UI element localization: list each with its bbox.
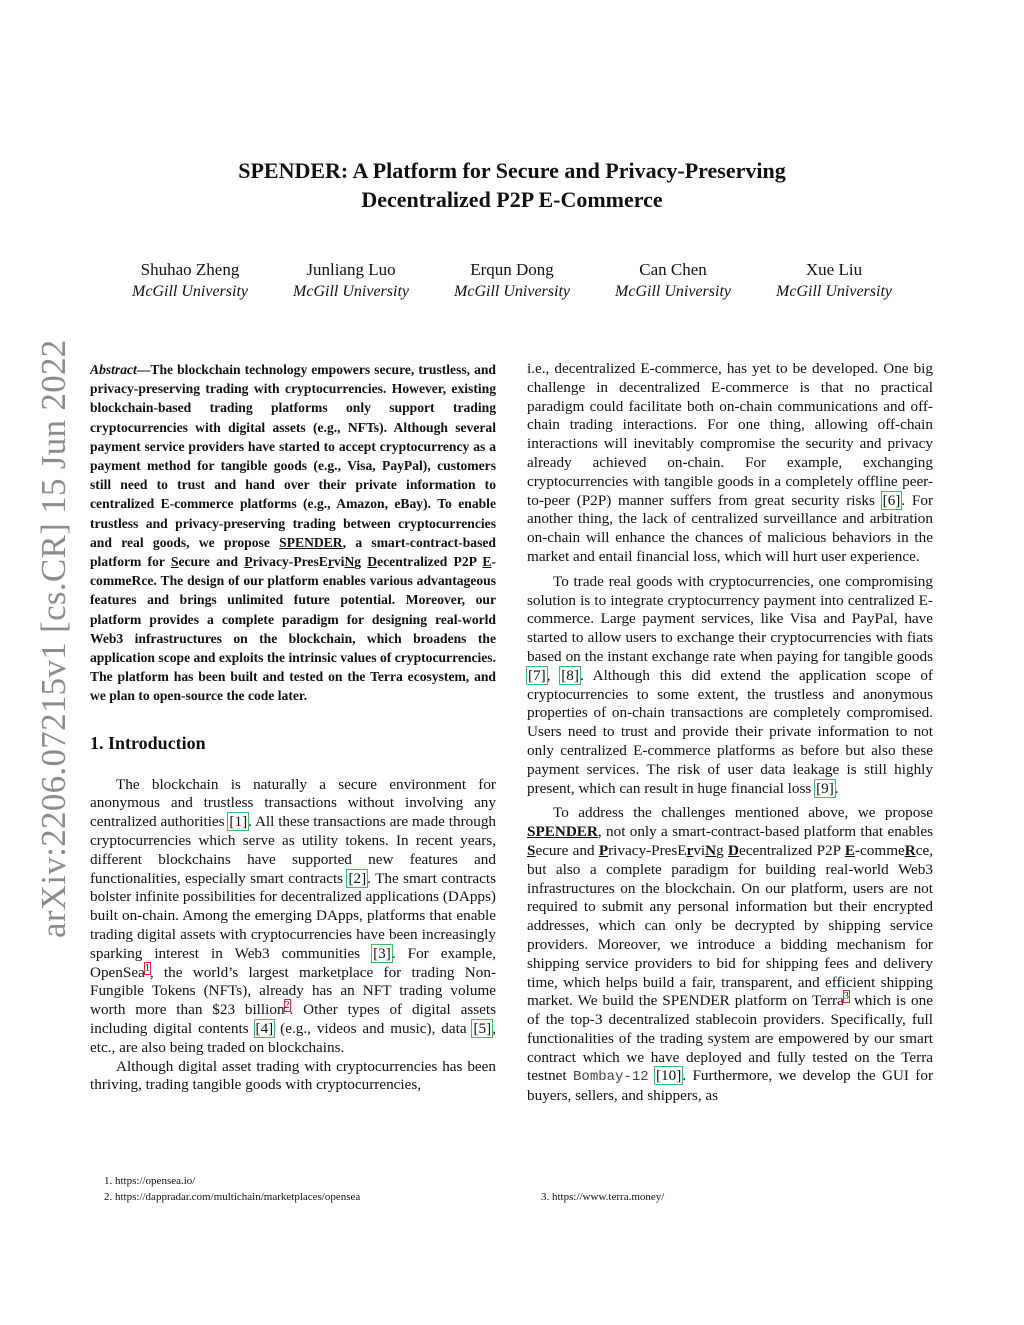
right-paragraph-3: To address the challenges mentioned above, we propose SPENDER, not only a smart-contract-based platform that enables Secure and Privacy-PresErviNg Decentralized P2P E-commeRce, but also a complete paradigm for building real-world Web3 infrastructures on the blockchain. On our platform, users are not required to submit any personal information but their encrypted addresses, which can only be decrypted by shipping service providers. Moreover, we introduce a bidding mechanism for shipping service providers to bid for shipping fees and delivery time, which helps build a fair, transparent, and efficient shipping market. We build the SPENDER platform on Terra$^3$ which is one of the top-3 decentralized stablecoin providers. Specifically, full functionalities of the trading system are empowered by our smart contract which we have deployed and fully tested on the Terra testnet Bombay-12 [10]. Furthermore, we develop the GUI for buyers, sellers, and shippers, as — [527, 804, 933, 1105]
citation-link[interactable]: [4] — [255, 1020, 274, 1038]
paper-title — [130, 156, 894, 214]
author-affiliation: McGill University — [776, 283, 892, 300]
citation-link[interactable]: [2] — [348, 869, 367, 887]
author-name: Erqun Dong — [470, 260, 554, 279]
author-affiliation: McGill University — [454, 283, 570, 300]
citation-link[interactable]: [7] — [528, 666, 546, 684]
arxiv-identifier-stamp: arXiv:2206.07215v1 [cs.CR] 15 Jun 2022 — [34, 339, 73, 938]
intro-paragraph-1: The blockchain is naturally a secure environment for anonymous and trustless transactions without involving any centralized authorities [1]. All these transactions are made through cryptocurrencies which serve as utility tokens. In recent years, different blockchains have supported new features and functionalities, especially smart contracts [2]. The smart contracts bolster infinite possibilities for decentralized applications (DApps) built on-chain. Among the emerging DApps, platforms that enable trading digital assets with cryptocurrencies have been increasingly sparking interest in Web3 communities [3]. For example, OpenSea$^1$, the world’s largest marketplace for trading Non-Fungible Tokens (NFTs), already has an NFT trading volume worth more than $23 billion$^2$. Other types of digital assets including digital contents [4] (e.g., videos and music), data [5], etc., are also being traded on blockchains. — [90, 775, 497, 1056]
spender-name: SPENDER — [527, 823, 598, 841]
author-name: Junliang Luo — [306, 260, 396, 279]
footnote-link[interactable]: 1 — [144, 962, 150, 974]
author-5 — [749, 259, 919, 303]
citation-link[interactable]: [10] — [656, 1067, 682, 1085]
footnote-link[interactable]: 2 — [284, 1000, 290, 1012]
footnote-1: 1. https://opensea.io/ — [104, 1175, 196, 1187]
citation-link[interactable]: [1] — [229, 813, 248, 831]
testnet-name: Bombay-12 — [573, 1069, 649, 1086]
title-line-1: SPENDER: A Platform for Secure and Privacy-Preserving — [238, 158, 786, 183]
footnote-2: 2. https://dappradar.com/multichain/marketplaces/opensea — [104, 1191, 361, 1203]
section-heading-introduction: 1. Introduction — [90, 732, 206, 753]
citation-link[interactable]: [9] — [816, 779, 834, 797]
footnote-link[interactable]: 3 — [843, 991, 849, 1003]
abstract-label: Abstract — [90, 362, 137, 377]
right-paragraph-1: i.e., decentralized E-commerce, has yet to be developed. One big challenge in decentralized E-commerce is that no practical paradigm could facilitate both on-chain communications and off-chain trading interactions. For one thing, allowing off-chain interactions will inevitably compromise the security and privacy already achieved on-chain. For example, exchanging cryptocurrencies with tangible goods in a completely offline peer-to-peer (P2P) manner suffers from great security risks [6]. For another thing, the lack of centralized surveillance and arbitration on-chain will enhance the chances of malicious behaviors in the market and entail financial loss, which will hurt user experience. — [527, 360, 933, 565]
citation-link[interactable]: [8] — [561, 666, 579, 684]
author-3 — [427, 259, 597, 303]
author-1 — [105, 259, 275, 303]
author-name: Shuhao Zheng — [140, 260, 240, 279]
author-affiliation: McGill University — [132, 283, 248, 300]
citation-link[interactable]: [6] — [882, 491, 901, 509]
footnote-3: 3. https://www.terra.money/ — [541, 1191, 665, 1203]
abstract: Abstract—The blockchain technology empowers secure, trustless, and privacy-preserving trading with cryptocurrencies. However, existing blockchain-based trading platforms only support trading cryptocurrencies with digital assets (e.g., NFTs). Although several payment service providers have started to accept cryptocurrency as a payment method for tangible goods (e.g., Visa, PayPal), customers still need to trust and hand over their private information to centralized E-commerce platforms (e.g., Amazon, eBay). To enable trustless and privacy-preserving trading between cryptocurrencies and real goods, we propose SPENDER, a smart-contract-based platform for Secure and Privacy-PresErviNg Decentralized P2P E-commeRce. The design of our platform enables various advantageous features and brings unlimited future potential. Moreover, our platform provides a complete paradigm for designing real-world Web3 infrastructures on the blockchain, which broadens the application scope and exploits the intrinsic values of cryptocurrencies. The platform has been built and tested on the Terra ecosystem, and we plan to open-source the code later. — [90, 362, 496, 704]
citation-link[interactable]: [3] — [373, 944, 391, 962]
right-paragraph-2: To trade real goods with cryptocurrencies, one compromising solution is to integrate cryptocurrency payment into centralized E-commerce. Large payment services, like Visa and PayPal, have started to allow users to exchange their cryptocurrencies with fiats based on the instant exchange rate when paying for tangible goods [7], [8]. Although this did extend the application scope of cryptocurrencies to some extent, the trustless and anonymous properties of on-chain transactions are completely compromised. Users need to trust and provide their private information to not only centralized E-commerce platforms as before but also these payment services. The risk of user data leakage is still highly present, which can result in huge financial loss [9]. — [527, 572, 933, 797]
title-line-2: Decentralized P2P E-Commerce — [361, 187, 663, 212]
author-affiliation: McGill University — [615, 283, 731, 300]
author-4 — [588, 259, 758, 303]
intro-paragraph-2: Although digital asset trading with cryptocurrencies has been thriving, trading tangible goods with cryptocurrencies, — [90, 1057, 496, 1094]
left-column — [90, 360, 496, 1095]
citation-link[interactable]: [5] — [473, 1020, 492, 1038]
author-2 — [266, 259, 436, 303]
author-affiliation: McGill University — [293, 283, 409, 300]
spender-name: SPENDER — [279, 534, 343, 550]
author-name: Xue Liu — [805, 260, 863, 279]
right-column — [527, 360, 933, 1106]
author-name: Can Chen — [639, 260, 707, 279]
